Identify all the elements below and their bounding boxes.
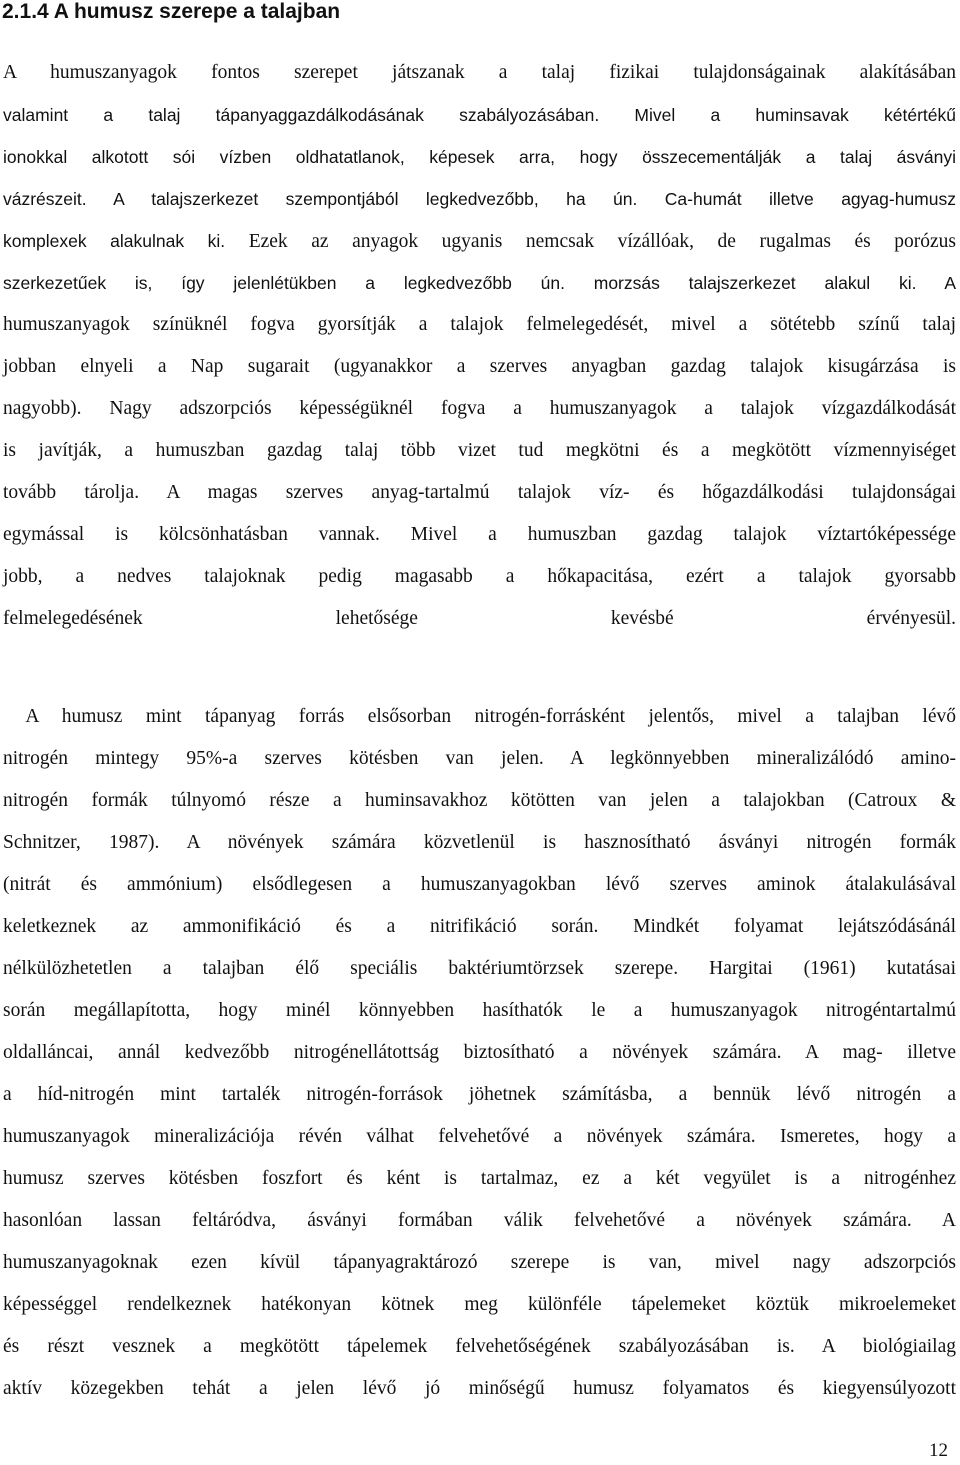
text-line: (nitrát és ammónium) elsődlegesen a humuszanyagokban lévő szerves aminok átalakulásával bbox=[3, 874, 956, 895]
text-line: valamint a talaj tápanyaggazdálkodásának szabályozásában. Mivel a huminsavak kétértékű bbox=[3, 105, 956, 125]
text-line: felmelegedésének lehetősége kevésbé érvényesül. bbox=[3, 608, 956, 629]
text-line: nitrogén formák túlnyomó része a huminsavakhoz kötötten van jelen a talajokban (Catroux & bbox=[3, 790, 956, 811]
text-line: képességgel rendelkeznek hatékonyan kötnek meg különféle tápelemeket köztük mikroelemeket bbox=[3, 1294, 956, 1315]
text-fragment: Ezek az anyagok ugyanis nemcsak vízállóak, de rugalmas és porózus bbox=[248, 231, 957, 252]
text-line: tovább tárolja. A magas szerves anyag-tartalmú talajok víz- és hőgazdálkodási tulajdonságai bbox=[3, 482, 956, 503]
text-line: jobban elnyeli a Nap sugarait (ugyanakkor a szerves anyagban gazdag talajok kisugárzása is bbox=[3, 356, 956, 377]
text-line: során megállapította, hogy minél könnyebben hasíthatók le a humuszanyagok nitrogéntartalmú bbox=[3, 1000, 956, 1021]
text-line bbox=[3, 640, 956, 682]
text-line: A humusz mint tápanyag forrás elsősorban nitrogén-forrásként jelentős, mivel a talajban lévő bbox=[3, 706, 956, 727]
text-line: jobb, a nedves talajoknak pedig magasabb a hőkapacitása, ezért a talajok gyorsabb bbox=[3, 566, 956, 587]
text-line: nagyobb). Nagy adszorpciós képességüknél fogva a humuszanyagok a talajok vízgazdálkodását bbox=[3, 398, 956, 419]
text-line: keletkeznek az ammonifikáció és a nitrifikáció során. Mindkét folyamat lejátszódásánál bbox=[3, 916, 956, 937]
text-line: szerkezetűek is, így jelenlétükben a legkedvezőbb ún. morzsás talajszerkezet alakul ki. A bbox=[3, 273, 956, 293]
text-fragment: komplexek alakulnak ki. bbox=[3, 231, 226, 251]
text-line: hasonlóan lassan feltáródva, ásványi formában válik felvehetővé a növények számára. A bbox=[3, 1210, 956, 1231]
text-line: humuszanyagok színüknél fogva gyorsítják a talajok felmelegedését, mivel a sötétebb színű talaj bbox=[3, 314, 956, 335]
text-line: nitrogén mintegy 95%-a szerves kötésben van jelen. A legkönnyebben mineralizálódó amino- bbox=[3, 748, 956, 769]
text-line: humusz szerves kötésben foszfort és ként is tartalmaz, ez a két vegyület is a nitrogénhez bbox=[3, 1168, 956, 1189]
text-line: és részt vesznek a megkötött tápelemek felvehetőségének szabályozásában is. A biológiailag bbox=[3, 1336, 956, 1357]
paragraph-nutrient-source bbox=[3, 696, 956, 1410]
text-line: is javítják, a humuszban gazdag talaj több vizet tud megkötni és a megkötött vízmennyiséget bbox=[3, 440, 956, 461]
text-line: A humuszanyagok fontos szerepet játszanak a talaj fizikai tulajdonságainak alakításában bbox=[3, 62, 956, 83]
section-heading: 2.1.4 A humusz szerepe a talajban bbox=[2, 0, 341, 23]
text-line: humuszanyagoknak ezen kívül tápanyagraktározó szerepe is van, mivel nagy adszorpciós bbox=[3, 1252, 956, 1273]
text-line: aktív közegekben tehát a jelen lévő jó minőségű humusz folyamatos és kiegyensúlyozott bbox=[3, 1378, 956, 1399]
text-line: humuszanyagok mineralizációja révén válhat felvehetővé a növények számára. Ismeretes, hogy a bbox=[3, 1126, 956, 1147]
text-line: ionokkal alkotott sói vízben oldhatatlanok, képesek arra, hogy összecementálják a talaj ásványi bbox=[3, 147, 956, 167]
text-line: egymással is kölcsönhatásban vannak. Mivel a humuszban gazdag talajok víztartóképessége bbox=[3, 524, 956, 545]
paragraph-soil-structure bbox=[3, 52, 956, 682]
text-line: nélkülözhetetlen a talajban élő speciális baktériumtörzsek szerepe. Hargitai (1961) kutatásai bbox=[3, 958, 956, 979]
text-line: a híd-nitrogén mint tartalék nitrogén-források jöhetnek számításba, a bennük lévő nitrogén a bbox=[3, 1084, 956, 1105]
text-line: Schnitzer, 1987). A növények számára közvetlenül is hasznosítható ásványi nitrogén formák bbox=[3, 832, 956, 853]
text-line: oldalláncai, annál kedvezőbb nitrogénellátottság biztosítható a növények számára. A mag- illetve bbox=[3, 1042, 956, 1063]
text-line-mixed bbox=[3, 220, 956, 262]
text-line: vázrészeit. A talajszerkezet szempontjából legkedvezőbb, ha ún. Ca-humát illetve agyag-humusz bbox=[3, 189, 956, 209]
page-number: 12 bbox=[929, 1440, 948, 1461]
